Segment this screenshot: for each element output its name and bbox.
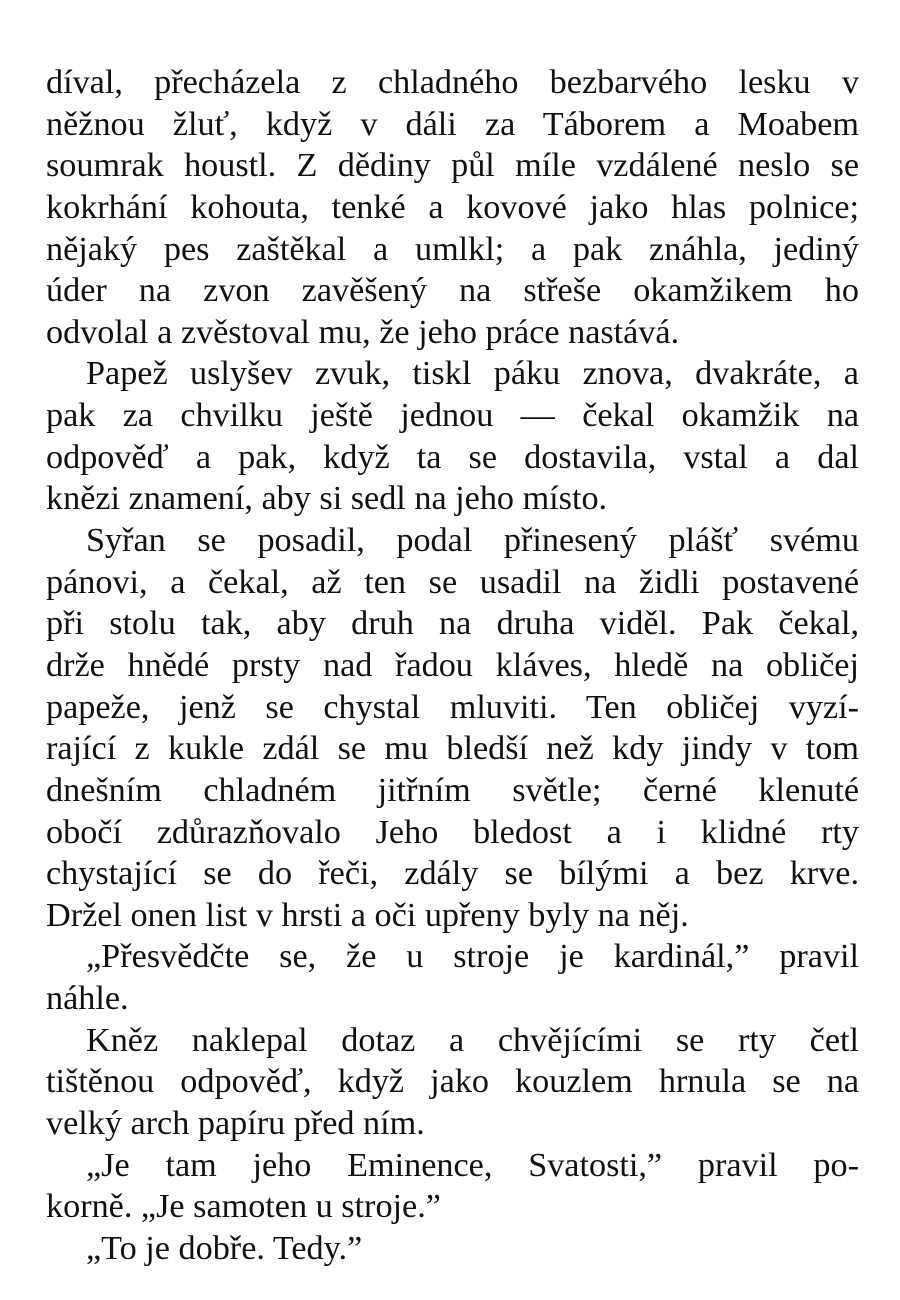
text-line: Kněz naklepal dotaz a chvějícími se rty četl <box>86 1021 859 1059</box>
text-line: nějaký pes zaštěkal a umlkl; a pak znáhla, jediný <box>46 230 859 268</box>
text-line: „To je dobře. Tedy.” <box>86 1229 363 1267</box>
paragraph <box>46 1020 859 1145</box>
text-line: „Je tam jeho Eminence, Svatosti,” pravil po- <box>86 1146 859 1184</box>
text-line: díval, přecházela z chladného bezbarvého lesku v <box>46 64 859 101</box>
text-line: odpověď a pak, když ta se dostavila, vstal a dal <box>46 438 859 476</box>
text-line: „Přesvědčte se, že u stroje je kardinál,” pravil <box>86 938 859 976</box>
text-line: rající z kukle zdál se mu bledší než kdy jindy v tom <box>46 730 859 768</box>
paragraph <box>46 520 859 936</box>
text-line: drže hnědé prsty nad řadou kláves, hledě na obličej <box>46 646 859 684</box>
paragraph <box>46 936 859 1019</box>
book-page <box>46 62 859 1282</box>
text-line: kokrhání kohouta, tenké a kovové jako hlas polnice; <box>46 188 859 226</box>
text-line: náhle. <box>46 980 129 1018</box>
text-line: pánovi, a čekal, až ten se usadil na židli postavené <box>46 563 859 601</box>
text-line: Papež uslyšev zvuk, tiskl páku znova, dvakráte, a <box>86 355 859 393</box>
text-line: chystající se do řeči, zdály se bílými a bez krve. <box>46 855 859 893</box>
paragraph <box>46 353 859 520</box>
text-line: knězi znamení, aby si sedl na jeho místo. <box>46 480 608 518</box>
text-line: soumrak houstl. Z dědiny půl míle vzdálené neslo se <box>46 147 859 185</box>
text-line: odvolal a zvěstoval mu, že jeho práce nastává. <box>46 313 680 351</box>
text-line: při stolu tak, aby druh na druha viděl. Pak čekal, <box>46 605 859 643</box>
paragraph <box>46 1145 859 1228</box>
text-line: korně. „Je samoten u stroje.” <box>46 1188 441 1226</box>
text-line: úder na zvon zavěšený na střeše okamžikem ho <box>46 272 859 310</box>
text-line: tištěnou odpověď, když jako kouzlem hrnula se na <box>46 1063 859 1101</box>
paragraph <box>46 1228 859 1270</box>
text-line: Držel onen list v hrsti a oči upřeny byly na něj. <box>46 896 689 934</box>
text-line: papeže, jenž se chystal mluviti. Ten obličej vyzí- <box>46 688 859 726</box>
paragraph <box>46 62 859 353</box>
text-line: velký arch papíru před ním. <box>46 1105 425 1143</box>
text-line: pak za chvilku ještě jednou — čekal okamžik na <box>46 397 859 435</box>
text-line: dnešním chladném jitřním světle; černé klenuté <box>46 771 859 809</box>
text-line: něžnou žluť, když v dáli za Táborem a Moabem <box>46 105 859 143</box>
text-line: obočí zdůrazňovalo Jeho bledost a i klidné rty <box>46 813 859 851</box>
text-line: Syřan se posadil, podal přinesený plášť svému <box>86 522 859 560</box>
